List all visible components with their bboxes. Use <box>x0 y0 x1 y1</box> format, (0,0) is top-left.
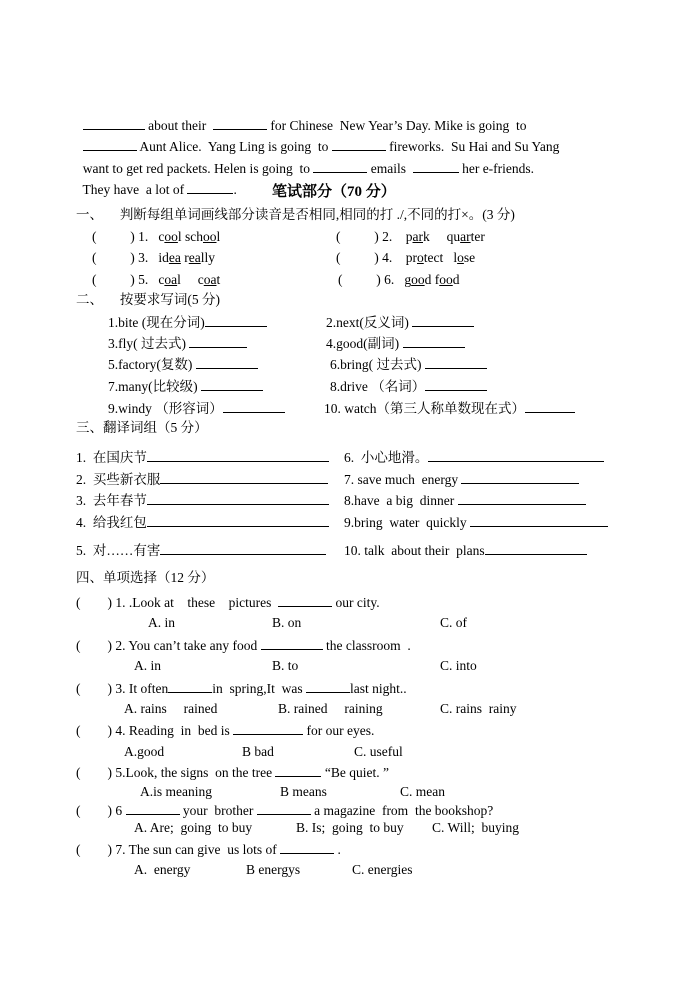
answer-paren[interactable]: ( ) <box>92 272 135 287</box>
text: 10. watch（第三人称单数现在式） <box>324 401 525 416</box>
s3-item-1 <box>76 449 329 466</box>
text: 6 <box>115 803 123 818</box>
q4-option-b[interactable]: B bad <box>242 744 274 759</box>
s2-item-2 <box>326 314 474 331</box>
text: last night.. <box>350 681 407 696</box>
s2-item-3 <box>108 335 247 352</box>
blank <box>278 594 332 607</box>
text: 4. 给我红包 <box>76 515 147 530</box>
text: They have a lot of <box>82 182 185 197</box>
blank <box>313 160 367 173</box>
q6-option-b[interactable]: B. Is; going to buy <box>296 820 404 835</box>
q4-stem <box>76 722 374 739</box>
s3-item-3 <box>76 492 329 509</box>
q1-option-a[interactable]: A. in <box>148 615 175 630</box>
text: 2. 买些新衣服 <box>76 472 161 487</box>
text: 4.good(副词) <box>326 336 400 351</box>
q7-stem <box>76 841 341 858</box>
section-title: 笔试部分（70 分） <box>272 184 396 200</box>
item-number: 5. <box>138 272 149 287</box>
blank <box>126 802 180 815</box>
text: 9.bring water quickly <box>344 515 467 530</box>
s2-item-9 <box>108 400 285 417</box>
s3-item-9 <box>344 514 608 531</box>
text: 3. It often <box>115 681 169 696</box>
q3-option-b[interactable]: B. rained raining <box>278 701 383 716</box>
q2-option-a[interactable]: A. in <box>134 658 161 673</box>
q6-option-a[interactable]: A. Are; going to buy <box>134 820 253 835</box>
answer-blank[interactable] <box>403 335 465 348</box>
q2-option-c[interactable]: C. into <box>440 658 477 673</box>
s3-item-6 <box>344 449 604 466</box>
answer-blank[interactable] <box>425 378 487 391</box>
answer-blank[interactable] <box>461 471 579 484</box>
answer-blank[interactable] <box>412 314 474 327</box>
s3-heading: 三、翻译词组（5 分） <box>76 420 208 435</box>
blank <box>257 802 311 815</box>
answer-paren[interactable]: ( ) <box>92 250 135 265</box>
q5-option-b[interactable]: B means <box>280 784 327 799</box>
answer-paren[interactable]: ( ) <box>76 842 112 857</box>
s2-item-6 <box>330 356 487 373</box>
answer-blank[interactable] <box>485 542 587 555</box>
text: 3. 去年春节 <box>76 493 147 508</box>
blank <box>275 764 321 777</box>
s3-item-4 <box>76 514 329 531</box>
answer-paren[interactable]: ( ) <box>336 229 379 244</box>
text: 8.have a big dinner <box>344 493 455 508</box>
q1-stem <box>76 594 380 611</box>
text: want to get red packets. Helen is going to <box>82 161 310 176</box>
q1-option-c[interactable]: C. of <box>440 615 467 630</box>
text: 6. 小心地滑。 <box>344 450 429 465</box>
q6-option-c[interactable]: C. Will; buying <box>432 820 519 835</box>
q1-option-b[interactable]: B. on <box>272 615 302 630</box>
q5-option-c[interactable]: C. mean <box>400 784 445 799</box>
text: her e-friends. <box>462 161 535 176</box>
text: Aunt Alice. Yang Ling is going to <box>139 139 329 154</box>
s2-item-8 <box>330 378 487 395</box>
s3-item-5 <box>76 542 326 559</box>
s2-item-10 <box>324 400 575 417</box>
text: the classroom . <box>325 638 411 653</box>
s1-item-1: ( ) 1. cool school <box>92 229 221 244</box>
item-number: 4. <box>382 250 393 265</box>
text: 3.fly( 过去式) <box>108 336 186 351</box>
answer-blank[interactable] <box>160 471 328 484</box>
passage-line-4 <box>76 165 237 198</box>
blank <box>187 181 233 194</box>
text: fireworks. Su Hai and Su Yang <box>389 139 560 154</box>
s1-item-2: ( ) 2. park quarter <box>336 229 485 244</box>
text: 6.bring( 过去式) <box>330 357 422 372</box>
text: emails <box>370 161 406 176</box>
text: about their <box>148 118 207 133</box>
answer-blank[interactable] <box>189 335 247 348</box>
text: 2.next(反义词) <box>326 315 409 330</box>
s2-item-1 <box>108 314 267 331</box>
s3-item-7 <box>344 471 579 488</box>
text: for our eyes. <box>306 723 375 738</box>
s2-item-5 <box>108 356 258 373</box>
answer-blank[interactable] <box>205 314 267 327</box>
answer-blank[interactable] <box>470 514 608 527</box>
q3-stem <box>76 680 407 697</box>
answer-blank[interactable] <box>160 542 326 555</box>
s1-item-5: ( ) 5. coal coat <box>92 272 221 287</box>
text: for Chinese New Year’s Day. Mike is going to <box>270 118 527 133</box>
s3-item-8 <box>344 492 586 509</box>
answer-blank[interactable] <box>147 514 329 527</box>
q3-option-c[interactable]: C. rains rainy <box>440 701 517 716</box>
text: “Be quiet. ” <box>324 765 389 780</box>
answer-blank[interactable] <box>458 492 586 505</box>
s4-heading: 四、单项选择（12 分） <box>76 570 215 585</box>
item-number: 3. <box>138 250 149 265</box>
q4-option-c[interactable]: C. useful <box>354 744 403 759</box>
s1-item-4: ( ) 4. protect lose <box>336 250 476 265</box>
answer-paren[interactable]: ( ) <box>76 681 112 696</box>
text: 4. Reading in bed is <box>115 723 230 738</box>
text: 7.many(比较级) <box>108 379 198 394</box>
text: . <box>233 182 237 197</box>
s2-heading: 二、 按要求写词(5 分) <box>76 292 220 307</box>
text: in spring,It was <box>212 681 303 696</box>
q5-option-a[interactable]: A.is meaning <box>140 784 212 799</box>
item-number: 6. <box>384 272 395 287</box>
answer-paren[interactable]: ( ) <box>92 229 135 244</box>
blank <box>306 680 350 693</box>
q7-option-b[interactable]: B energys <box>246 862 301 877</box>
text: 5. 对……有害 <box>76 543 161 558</box>
answer-blank[interactable] <box>147 492 329 505</box>
blank <box>413 160 459 173</box>
answer-paren[interactable]: ( ) <box>76 803 112 818</box>
answer-blank[interactable] <box>428 449 604 462</box>
q7-option-c[interactable]: C. energies <box>352 862 413 877</box>
q4-option-a[interactable]: A.good <box>124 744 165 759</box>
answer-paren[interactable]: ( ) <box>76 723 112 738</box>
answer-paren[interactable]: ( ) <box>336 250 379 265</box>
text: 7. save much energy <box>344 472 459 487</box>
text: 1. .Look at these pictures <box>115 595 272 610</box>
answer-paren[interactable]: ( ) <box>338 272 381 287</box>
s3-item-10 <box>344 542 587 559</box>
text: 5.factory(复数) <box>108 357 193 372</box>
s3-item-2 <box>76 471 328 488</box>
s2-item-7 <box>108 378 263 395</box>
text: 10. talk about their plans <box>344 543 485 558</box>
item-number: 2. <box>382 229 393 244</box>
q2-option-b[interactable]: B. to <box>272 658 299 673</box>
answer-paren[interactable]: ( ) <box>76 765 112 780</box>
q6-stem <box>76 802 493 819</box>
text: 7. The sun can give us lots of <box>115 842 277 857</box>
text: 2. You can’t take any food <box>115 638 258 653</box>
text: our city. <box>335 595 380 610</box>
blank <box>168 680 212 693</box>
text: your brother <box>182 803 254 818</box>
text: a magazine from the bookshop? <box>314 803 494 818</box>
s1-heading: 一、 判断每组单词画线部分读音是否相同,相同的打 ./,不同的打×。(3 分) <box>76 207 515 222</box>
s1-item-6: ( ) 6. good food <box>338 272 460 287</box>
q3-option-a[interactable]: A. rains rained <box>124 701 218 716</box>
text: 1. 在国庆节 <box>76 450 147 465</box>
answer-blank[interactable] <box>196 356 258 369</box>
text: 1.bite (现在分词) <box>108 315 205 330</box>
blank <box>280 841 334 854</box>
blank <box>233 722 303 735</box>
answer-blank[interactable] <box>223 400 285 413</box>
s1-item-3: ( ) 3. idea really <box>92 250 215 265</box>
answer-paren[interactable]: ( ) <box>76 638 112 653</box>
blank <box>261 637 323 650</box>
text: 8.drive （名词） <box>330 379 426 394</box>
q7-option-a[interactable]: A. energy <box>134 862 191 877</box>
q5-stem <box>76 764 389 781</box>
text: . <box>337 842 341 857</box>
answer-blank[interactable] <box>147 449 329 462</box>
q2-stem <box>76 637 411 654</box>
item-number: 1. <box>138 229 149 244</box>
answer-blank[interactable] <box>525 400 575 413</box>
answer-blank[interactable] <box>425 356 487 369</box>
answer-blank[interactable] <box>201 378 263 391</box>
text: 5.Look, the signs on the tree <box>115 765 273 780</box>
text: 9.windy （形容词） <box>108 401 223 416</box>
s2-item-4 <box>326 335 465 352</box>
answer-paren[interactable]: ( ) <box>76 595 112 610</box>
